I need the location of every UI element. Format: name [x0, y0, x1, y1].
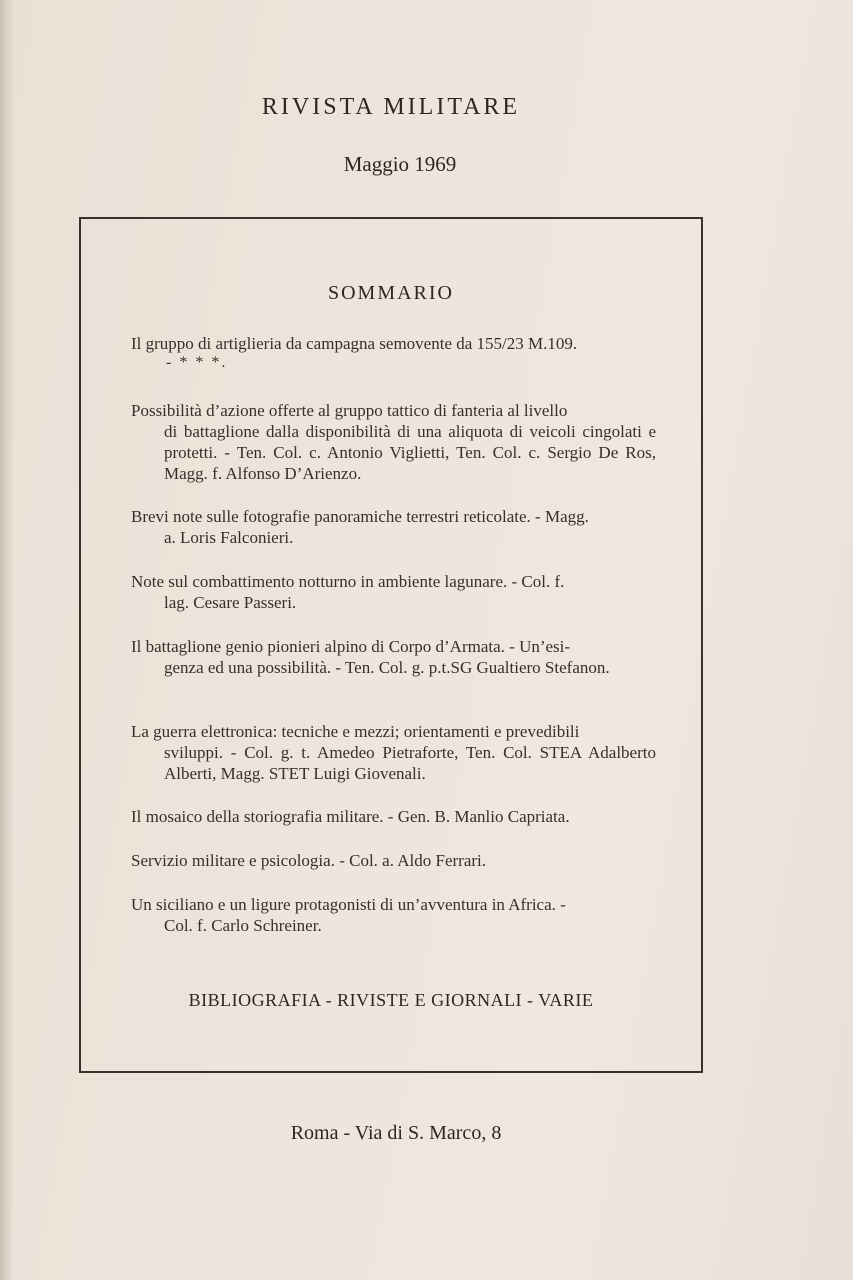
entry-title: Note sul combattimento notturno in ambiente lagunare. - Col. f.: [131, 572, 565, 591]
contents-heading: SOMMARIO: [327, 282, 455, 304]
contents-entry: [131, 636, 656, 678]
entry-title: Il mosaico della storiografia militare. - Gen. B. Manlio Capriata.: [131, 807, 570, 826]
contents-entry: [131, 894, 656, 936]
entry-title: Un siciliano e un ligure protagonisti di un’avventura in Africa. -: [131, 895, 566, 914]
entry-title: Servizio militare e psicologia. - Col. a. Aldo Ferrari.: [131, 851, 487, 870]
contents-entry: [131, 850, 656, 871]
sections-line: BIBLIOGRAFIA - RIVISTE E GIORNALI - VARIE: [188, 990, 594, 1010]
entry-title: Il battaglione genio pionieri alpino di Corpo d’Armata. - Un’esi-: [131, 637, 571, 656]
page-edge-shadow: [0, 0, 14, 1280]
contents-entry: [131, 400, 656, 484]
entry-continuation: genza ed una possibilità. - Ten. Col. g. p.t.SG Gualtiero Stefanon.: [164, 658, 610, 677]
contents-entry: [131, 506, 656, 548]
entry-continuation: sviluppi. - Col. g. t. Amedeo Pietraforte, Ten. Col. STEA Adalberto Alberti, Magg. STET Luigi Giovenali.: [164, 743, 656, 783]
magazine-title: RIVISTA MILITARE: [261, 94, 521, 120]
entry-title: La guerra elettronica: tecniche e mezzi; orientamenti e prevedibili: [131, 722, 580, 741]
contents-entry: [131, 571, 656, 613]
publisher-address: Roma - Via di S. Marco, 8: [290, 1122, 502, 1144]
entry-continuation: di battaglione dalla disponibilità di una aliquota di veicoli cingolati e protetti. - Ten. Col. c. Antonio Viglietti, Ten. Col. c. Sergio De Ros, Magg. f. Alfonso D’Arienzo.: [164, 422, 656, 483]
contents-entry: [131, 721, 656, 784]
entry-author: - * * *.: [166, 354, 228, 371]
entry-continuation: lag. Cesare Passeri.: [164, 593, 297, 612]
entry-title: Il gruppo di artiglieria da campagna semovente da 155/23 M.109.: [131, 334, 578, 353]
contents-entry: [131, 806, 656, 827]
entry-title: Possibilità d’azione offerte al gruppo tattico di fanteria al livello: [131, 401, 568, 420]
entry-continuation: a. Loris Falconieri.: [164, 528, 294, 547]
contents-entry: [131, 333, 656, 354]
entry-title: Brevi note sulle fotografie panoramiche terrestri reticolate. - Magg.: [131, 507, 589, 526]
issue-date: Maggio 1969: [343, 152, 457, 176]
entry-continuation: Col. f. Carlo Schreiner.: [164, 916, 322, 935]
